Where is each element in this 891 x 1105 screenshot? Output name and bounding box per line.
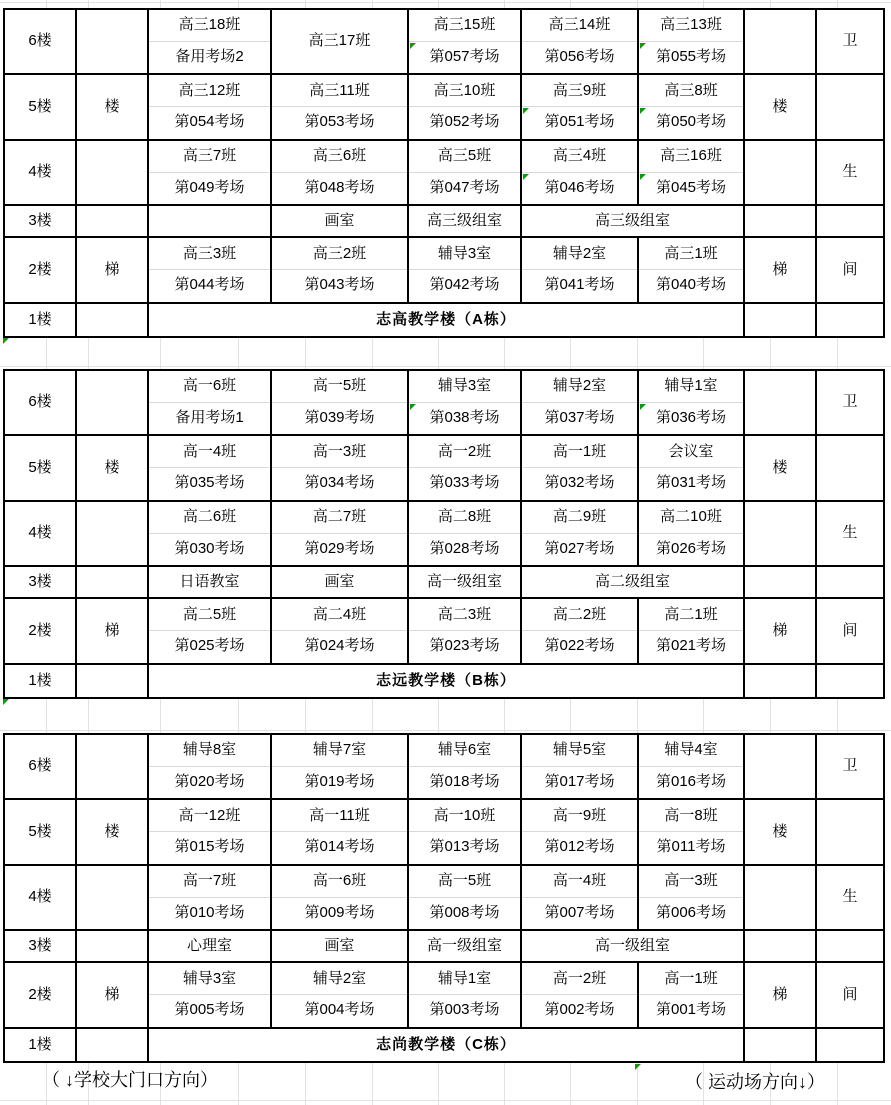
floor-label[interactable]: 4楼 [4, 140, 76, 205]
floor-label[interactable]: 5楼 [4, 74, 76, 140]
toilet-cell[interactable]: 卫 [816, 370, 884, 435]
exam-room-number: 第046考场 [544, 178, 615, 196]
exam-room-number: 第040考场 [655, 276, 727, 294]
room-cell[interactable] [408, 962, 521, 1028]
exam-room-number: 第019考场 [304, 772, 375, 790]
toilet-cell[interactable] [816, 74, 884, 140]
room-name: 高三6班 [272, 142, 407, 173]
toilet-cell[interactable]: 卫 [816, 734, 884, 799]
stairwell-cell-right[interactable] [744, 140, 816, 205]
toilet-cell[interactable]: 生 [816, 501, 884, 566]
exam-room-number: 第042考场 [429, 276, 500, 294]
exam-room-number: 第049考场 [174, 178, 245, 196]
floor-row [4, 237, 884, 303]
stairwell-cell-right[interactable] [744, 566, 816, 598]
exam-room-number: 第043考场 [304, 276, 375, 294]
room-cell[interactable] [638, 237, 744, 303]
room-cell[interactable] [408, 237, 521, 303]
room-name: 高三14班 [522, 11, 637, 42]
floor-row [4, 566, 884, 598]
room-cell[interactable] [638, 74, 744, 140]
room-cell[interactable] [148, 370, 271, 435]
room-name: 高二7班 [272, 503, 407, 534]
room-name: 高一8班 [639, 801, 743, 832]
stairwell-cell-right[interactable]: 楼 [744, 435, 816, 501]
building-table-c [3, 733, 885, 1063]
floor-row [4, 664, 884, 698]
floor-row [4, 74, 884, 140]
special-room-cell[interactable]: 画室 [271, 205, 408, 237]
stairwell-cell-left[interactable] [76, 566, 148, 598]
special-room-cell[interactable]: 高一级组室 [521, 930, 744, 962]
room-name: 高一11班 [272, 801, 407, 832]
stairwell-cell-right[interactable]: 楼 [744, 74, 816, 140]
floor-label[interactable]: 6楼 [4, 9, 76, 74]
floor-label[interactable]: 3楼 [4, 566, 76, 598]
room-name: 高一1班 [639, 964, 743, 995]
exam-room-number: 第008考场 [429, 903, 500, 921]
room-cell[interactable] [148, 501, 271, 566]
exam-room-number: 第022考场 [544, 637, 615, 655]
exam-room-number: 第002考场 [544, 1001, 615, 1019]
floor-row [4, 205, 884, 237]
exam-room-number: 第013考场 [429, 838, 500, 856]
room-cell[interactable] [408, 598, 521, 664]
stairwell-cell-left[interactable] [76, 1028, 148, 1062]
floor-label[interactable]: 2楼 [4, 237, 76, 303]
stairwell-cell-left[interactable] [76, 734, 148, 799]
room-name: 辅导3室 [409, 239, 520, 270]
stairwell-cell-left[interactable]: 楼 [76, 435, 148, 501]
room-cell[interactable] [408, 501, 521, 566]
room-cell[interactable] [521, 734, 638, 799]
room-name: 高一6班 [149, 372, 270, 403]
floor-label[interactable]: 5楼 [4, 435, 76, 501]
floor-label[interactable]: 6楼 [4, 734, 76, 799]
special-room-cell[interactable]: 心理室 [148, 930, 271, 962]
exam-room-number: 第016考场 [655, 772, 727, 790]
exam-room-number: 第023考场 [429, 637, 500, 655]
room-name: 高二1班 [639, 600, 743, 631]
room-cell[interactable] [521, 74, 638, 140]
floor-row [4, 9, 884, 74]
room-name: 高三16班 [639, 142, 743, 173]
stairwell-cell-right[interactable] [744, 205, 816, 237]
toilet-cell[interactable]: 生 [816, 865, 884, 930]
toilet-cell[interactable] [816, 930, 884, 962]
toilet-cell[interactable] [816, 435, 884, 501]
floor-label[interactable]: 1楼 [4, 664, 76, 698]
exam-room-number: 第035考场 [174, 474, 245, 492]
room-name: 高三5班 [409, 142, 520, 173]
exam-room-number: 第056考场 [544, 47, 615, 65]
exam-room-number: 第047考场 [429, 178, 500, 196]
room-cell[interactable] [148, 74, 271, 140]
floor-label[interactable]: 3楼 [4, 205, 76, 237]
exam-room-number: 第030考场 [174, 539, 245, 557]
room-name: 高一2班 [522, 964, 637, 995]
room-cell[interactable] [271, 865, 408, 930]
stairwell-cell-left[interactable]: 梯 [76, 962, 148, 1028]
stairwell-cell-right[interactable]: 梯 [744, 962, 816, 1028]
stairwell-cell-left[interactable] [76, 370, 148, 435]
room-name: 高一1班 [522, 437, 637, 468]
toilet-cell[interactable]: 间 [816, 962, 884, 1028]
room-cell[interactable] [638, 140, 744, 205]
toilet-cell[interactable] [816, 205, 884, 237]
floor-row [4, 140, 884, 205]
floor-label[interactable]: 3楼 [4, 930, 76, 962]
room-name: 高三1班 [639, 239, 743, 270]
room-name: 高一5班 [409, 867, 520, 898]
floor-row [4, 930, 884, 962]
exam-room-number: 第038考场 [429, 408, 500, 426]
stairwell-cell-right[interactable] [744, 865, 816, 930]
stairwell-cell-right[interactable] [744, 370, 816, 435]
stairwell-cell-left[interactable] [76, 664, 148, 698]
exam-room-number: 第036考场 [655, 408, 727, 426]
room-name: 会议室 [639, 437, 743, 468]
room-cell[interactable] [271, 962, 408, 1028]
room-cell[interactable] [521, 9, 638, 74]
room-name: 高三13班 [639, 11, 743, 42]
exam-room-number: 第044考场 [174, 276, 245, 294]
room-name: 辅导2室 [272, 964, 407, 995]
room-cell[interactable] [638, 598, 744, 664]
special-room-cell[interactable]: 高二级组室 [521, 566, 744, 598]
room-cell[interactable] [521, 140, 638, 205]
special-room-cell[interactable]: 高一级组室 [408, 566, 521, 598]
exam-room-number: 备用考场2 [175, 47, 244, 65]
room-name: 高三7班 [149, 142, 270, 173]
room-cell[interactable] [521, 962, 638, 1028]
exam-room-number: 第004考场 [304, 1001, 375, 1019]
room-cell[interactable] [638, 799, 744, 865]
room-name: 辅导1室 [639, 372, 743, 403]
stairwell-cell-left[interactable] [76, 930, 148, 962]
room-name: 高二4班 [272, 600, 407, 631]
room-cell[interactable] [638, 865, 744, 930]
room-name: 高一3班 [639, 867, 743, 898]
room-name: 高一10班 [409, 801, 520, 832]
floor-row [4, 303, 884, 337]
room-name: 高二10班 [639, 503, 743, 534]
room-cell[interactable]: 高三17班 [271, 9, 408, 74]
stairwell-cell-right[interactable]: 梯 [744, 598, 816, 664]
exam-room-number: 第037考场 [544, 408, 615, 426]
floor-label[interactable]: 4楼 [4, 501, 76, 566]
exam-room-number: 第009考场 [304, 903, 375, 921]
exam-room-number: 第021考场 [655, 637, 727, 655]
floor-row [4, 799, 884, 865]
floor-label[interactable]: 2楼 [4, 598, 76, 664]
room-cell[interactable] [521, 501, 638, 566]
room-name: 高三3班 [149, 239, 270, 270]
special-room-cell[interactable]: 高三级组室 [521, 205, 744, 237]
room-cell[interactable] [408, 370, 521, 435]
exam-room-number: 第006考场 [655, 903, 727, 921]
exam-room-number: 第053考场 [304, 113, 375, 131]
room-name: 高一2班 [409, 437, 520, 468]
floor-label[interactable]: 1楼 [4, 1028, 76, 1062]
special-room-cell[interactable]: 日语教室 [148, 566, 271, 598]
building-title[interactable]: 志高教学楼（A栋） [148, 303, 744, 337]
floor-label[interactable]: 5楼 [4, 799, 76, 865]
room-name: 高一3班 [272, 437, 407, 468]
exam-room-number: 第024考场 [304, 637, 375, 655]
room-name: 高三9班 [522, 76, 637, 107]
exam-room-number: 第045考场 [655, 178, 727, 196]
room-cell[interactable] [521, 598, 638, 664]
gridline [0, 2, 891, 3]
gridline [0, 366, 891, 367]
room-cell[interactable] [638, 435, 744, 501]
exam-room-number: 第001考场 [655, 1001, 727, 1019]
exam-room-number: 第020考场 [174, 772, 245, 790]
room-cell[interactable] [271, 435, 408, 501]
exam-room-number: 第032考场 [544, 474, 615, 492]
room-cell[interactable] [408, 140, 521, 205]
exam-room-number: 第051考场 [544, 113, 615, 131]
exam-room-number: 第057考场 [429, 47, 500, 65]
toilet-cell[interactable] [816, 566, 884, 598]
floor-label[interactable]: 4楼 [4, 865, 76, 930]
room-name: 辅导2室 [522, 239, 637, 270]
room-cell[interactable] [271, 501, 408, 566]
room-cell[interactable] [148, 598, 271, 664]
room-name: 辅导7室 [272, 736, 407, 767]
toilet-cell[interactable]: 间 [816, 598, 884, 664]
floor-label[interactable]: 2楼 [4, 962, 76, 1028]
exam-room-number: 第034考场 [304, 474, 375, 492]
room-name: 高二2班 [522, 600, 637, 631]
room-name: 辅导3室 [409, 372, 520, 403]
stairwell-cell-left[interactable]: 梯 [76, 237, 148, 303]
room-cell[interactable] [638, 734, 744, 799]
room-name: 高三18班 [149, 11, 270, 42]
room-name: 高三2班 [272, 239, 407, 270]
room-cell[interactable] [271, 370, 408, 435]
exam-room-number: 第005考场 [174, 1001, 245, 1019]
room-name: 辅导2室 [522, 372, 637, 403]
exam-room-number: 第025考场 [174, 637, 245, 655]
floor-label[interactable]: 1楼 [4, 303, 76, 337]
room-name: 高一12班 [149, 801, 270, 832]
building-title[interactable]: 志尚教学楼（C栋） [148, 1028, 744, 1062]
room-name: 高一9班 [522, 801, 637, 832]
floor-row [4, 865, 884, 930]
stairwell-cell-left[interactable]: 楼 [76, 74, 148, 140]
room-cell[interactable] [521, 799, 638, 865]
stairwell-cell-right[interactable] [744, 1028, 816, 1062]
building-table-b [3, 369, 885, 699]
room-cell[interactable] [521, 435, 638, 501]
building-table-a [3, 8, 885, 338]
room-cell[interactable] [148, 962, 271, 1028]
room-name: 高三4班 [522, 142, 637, 173]
special-room-cell[interactable]: 高一级组室 [408, 930, 521, 962]
room-name: 高一7班 [149, 867, 270, 898]
exam-room-number: 第054考场 [174, 113, 245, 131]
exam-room-number: 第031考场 [655, 474, 727, 492]
exam-room-number: 第033考场 [429, 474, 500, 492]
exam-room-number: 第050考场 [655, 113, 727, 131]
stairwell-cell-right[interactable] [744, 930, 816, 962]
room-name: 辅导8室 [149, 736, 270, 767]
toilet-cell[interactable] [816, 1028, 884, 1062]
stairwell-cell-left[interactable] [76, 140, 148, 205]
exam-room-number: 第010考场 [174, 903, 245, 921]
exam-room-number: 第026考场 [655, 539, 727, 557]
toilet-cell[interactable]: 生 [816, 140, 884, 205]
exam-room-number: 第018考场 [429, 772, 500, 790]
gridline [0, 730, 891, 731]
stairwell-cell-left[interactable]: 楼 [76, 799, 148, 865]
gate-direction-label: （ ↓学校大门口方向） [42, 1070, 219, 1090]
stairwell-cell-right[interactable] [744, 664, 816, 698]
sportsfield-direction-label: （ 运动场方向↓） [685, 1072, 826, 1092]
stairwell-cell-right[interactable] [744, 501, 816, 566]
exam-room-number: 第014考场 [304, 838, 375, 856]
room-name: 辅导6室 [409, 736, 520, 767]
stairwell-cell-left[interactable] [76, 205, 148, 237]
toilet-cell[interactable] [816, 303, 884, 337]
room-name: 辅导5室 [522, 736, 637, 767]
room-cell[interactable] [271, 237, 408, 303]
room-cell[interactable] [408, 799, 521, 865]
exam-room-number: 第029考场 [304, 539, 375, 557]
stairwell-cell-right[interactable] [744, 9, 816, 74]
room-cell[interactable] [271, 74, 408, 140]
stairwell-cell-right[interactable]: 楼 [744, 799, 816, 865]
room-cell[interactable] [638, 370, 744, 435]
special-room-cell[interactable] [148, 205, 271, 237]
exam-room-number: 备用考场1 [175, 408, 244, 426]
room-name: 辅导4室 [639, 736, 743, 767]
special-room-cell[interactable]: 画室 [271, 566, 408, 598]
room-cell[interactable] [408, 734, 521, 799]
room-name: 高一5班 [272, 372, 407, 403]
exam-room-number: 第048考场 [304, 178, 375, 196]
room-name: 高一4班 [149, 437, 270, 468]
room-cell[interactable] [148, 865, 271, 930]
stairwell-cell-right[interactable]: 梯 [744, 237, 816, 303]
exam-room-number: 第017考场 [544, 772, 615, 790]
room-cell[interactable] [148, 9, 271, 74]
stairwell-cell-right[interactable] [744, 303, 816, 337]
exam-room-number: 第052考场 [429, 113, 500, 131]
room-name: 高二8班 [409, 503, 520, 534]
stairwell-cell-left[interactable] [76, 501, 148, 566]
floor-row [4, 962, 884, 1028]
exam-room-number: 第055考场 [655, 47, 727, 65]
room-name: 高二6班 [149, 503, 270, 534]
room-name: 高三11班 [272, 76, 407, 107]
toilet-cell[interactable]: 卫 [816, 9, 884, 74]
room-cell[interactable] [408, 865, 521, 930]
room-cell[interactable] [408, 9, 521, 74]
exam-room-number: 第015考场 [174, 838, 245, 856]
exam-room-number: 第011考场 [656, 838, 726, 856]
room-name: 高二9班 [522, 503, 637, 534]
room-cell[interactable] [638, 501, 744, 566]
room-cell[interactable] [521, 865, 638, 930]
exam-room-number: 第028考场 [429, 539, 500, 557]
special-room-cell[interactable]: 高三级组室 [408, 205, 521, 237]
room-cell[interactable] [148, 799, 271, 865]
room-name: 高二5班 [149, 600, 270, 631]
floor-label[interactable]: 6楼 [4, 370, 76, 435]
exam-room-number: 第012考场 [544, 838, 615, 856]
exam-room-number: 第039考场 [304, 408, 375, 426]
room-cell[interactable] [408, 435, 521, 501]
stairwell-cell-left[interactable] [76, 9, 148, 74]
room-cell[interactable] [271, 734, 408, 799]
room-cell[interactable] [271, 598, 408, 664]
exam-room-number: 第007考场 [544, 903, 615, 921]
exam-room-number: 第041考场 [544, 276, 615, 294]
floor-row [4, 598, 884, 664]
stairwell-cell-left[interactable] [76, 865, 148, 930]
room-cell[interactable] [148, 435, 271, 501]
stairwell-cell-right[interactable] [744, 734, 816, 799]
toilet-cell[interactable] [816, 799, 884, 865]
floor-row [4, 370, 884, 435]
room-name: 高二3班 [409, 600, 520, 631]
room-name: 高三15班 [409, 11, 520, 42]
room-cell[interactable] [638, 9, 744, 74]
room-name: 高三10班 [409, 76, 520, 107]
gridline [0, 1100, 891, 1101]
room-cell[interactable] [271, 140, 408, 205]
stairwell-cell-left[interactable] [76, 303, 148, 337]
floor-row [4, 734, 884, 799]
stairwell-cell-left[interactable]: 梯 [76, 598, 148, 664]
room-cell[interactable] [271, 799, 408, 865]
floor-row [4, 501, 884, 566]
room-name: 高三8班 [639, 76, 743, 107]
toilet-cell[interactable] [816, 664, 884, 698]
toilet-cell[interactable]: 间 [816, 237, 884, 303]
room-cell[interactable] [638, 962, 744, 1028]
exam-room-number: 第003考场 [429, 1001, 500, 1019]
room-cell[interactable] [148, 140, 271, 205]
building-title[interactable]: 志远教学楼（B栋） [148, 664, 744, 698]
floor-row [4, 1028, 884, 1062]
room-name: 辅导1室 [409, 964, 520, 995]
room-cell[interactable] [408, 74, 521, 140]
room-name: 高一4班 [522, 867, 637, 898]
room-name: 高一6班 [272, 867, 407, 898]
room-cell[interactable] [148, 734, 271, 799]
exam-room-number: 第027考场 [544, 539, 615, 557]
room-cell[interactable] [521, 237, 638, 303]
floor-row [4, 435, 884, 501]
room-cell[interactable] [148, 237, 271, 303]
room-name: 辅导3室 [149, 964, 270, 995]
room-cell[interactable] [521, 370, 638, 435]
special-room-cell[interactable]: 画室 [271, 930, 408, 962]
room-name: 高三12班 [149, 76, 270, 107]
